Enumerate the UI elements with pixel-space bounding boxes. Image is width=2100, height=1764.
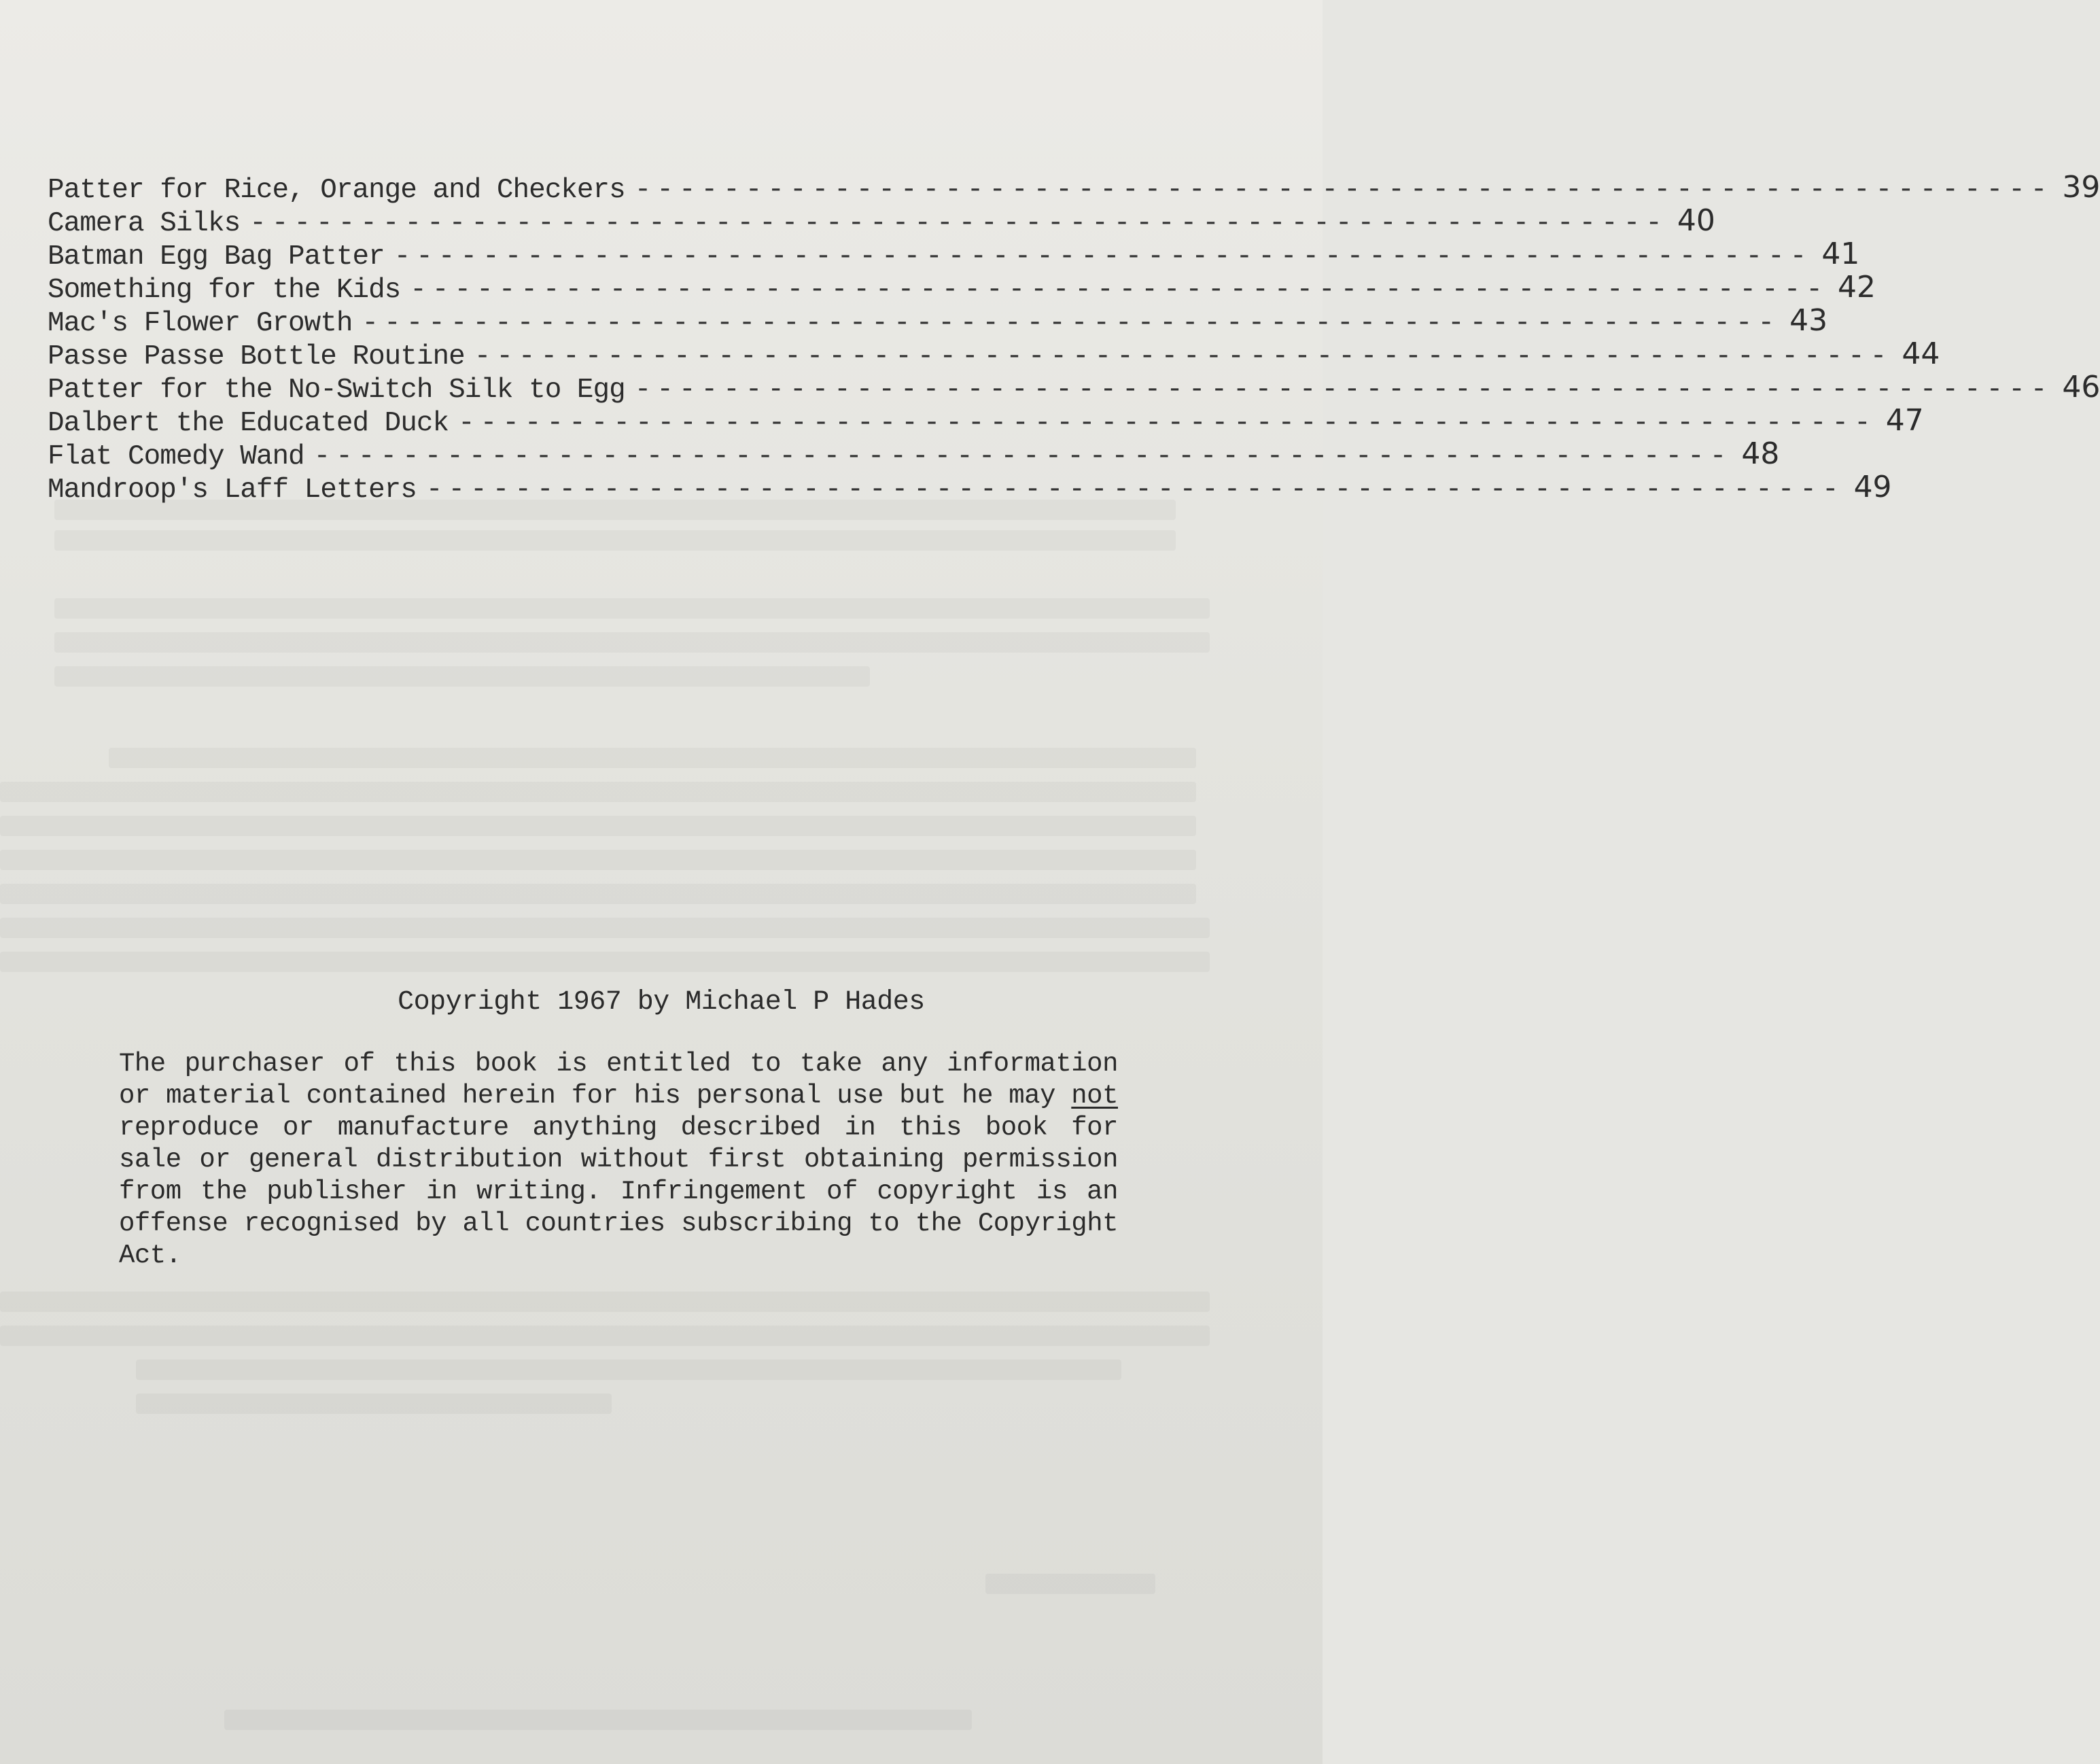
toc-entry-title: Dalbert the Educated Duck xyxy=(48,408,449,439)
toc-entry xyxy=(48,237,1860,273)
toc-leader-dashes: ---------------------------------------------------------------- xyxy=(634,375,2053,406)
toc-leader-dashes: ---------------------------------------------------------------- xyxy=(425,474,1844,506)
toc-entry-page: 49 xyxy=(1853,470,1892,504)
toc-leader-dashes: ---------------------------------------------------------------- xyxy=(474,341,1893,373)
toc-entry xyxy=(48,336,1940,373)
toc-entry-title: Batman Egg Bag Patter xyxy=(48,241,385,273)
toc-entry xyxy=(48,436,1780,472)
toc-entry xyxy=(48,403,1924,439)
toc-entry-page: 41 xyxy=(1821,237,1860,271)
toc-entry xyxy=(48,203,1715,239)
toc-entry-title: Patter for the No-Switch Silk to Egg xyxy=(48,375,625,406)
notice-text-start: The purchaser of this book is entitled to take any information or material contained herein for his personal use but he may xyxy=(119,1049,1118,1111)
toc-entry-title: Passe Passe Bottle Routine xyxy=(48,341,465,373)
toc-entry-page: 44 xyxy=(1902,336,1940,371)
toc-leader-dashes: ---------------------------------------------------------------- xyxy=(393,241,1813,273)
toc-entry-title: Something for the Kids xyxy=(48,275,401,306)
toc-entry xyxy=(48,470,1892,506)
toc-entry xyxy=(48,170,2100,206)
toc-entry xyxy=(48,303,1828,339)
toc-entry-page: 40 xyxy=(1677,203,1715,238)
toc-entry-page: 42 xyxy=(1837,270,1876,305)
toc-leader-dashes: ---------------------------------------------------------------- xyxy=(313,441,1732,472)
copyright-notice xyxy=(119,1048,1118,1272)
toc-leader-dashes: ---------------------------------------------------------------- xyxy=(634,175,2053,206)
toc-entry-title: Patter for Rice, Orange and Checkers xyxy=(48,175,625,206)
toc-entry-title: Camera Silks xyxy=(48,208,241,239)
toc-leader-dashes: ---------------------------------------------------------------- xyxy=(362,308,1781,339)
notice-underlined-word: not xyxy=(1071,1081,1118,1111)
toc-entry-page: 43 xyxy=(1789,303,1828,338)
toc-entry-title: Flat Comedy Wand xyxy=(48,441,304,472)
notice-text-end: reproduce or manufacture anything described in this book for sale or general distribution without first obtaining permission from the publisher in writing. Infringement of copyright is an offense recognised by all countries subscribing to the Copyright Act. xyxy=(119,1113,1118,1270)
toc-entry-title: Mac's Flower Growth xyxy=(48,308,353,339)
toc-entry-title: Mandroop's Laff Letters xyxy=(48,474,417,506)
table-of-contents xyxy=(48,170,2100,506)
toc-entry-page: 39 xyxy=(2062,170,2100,205)
toc-entry xyxy=(48,370,2100,406)
toc-entry-page: 46 xyxy=(2062,370,2100,404)
toc-entry-page: 47 xyxy=(1885,403,1924,438)
toc-leader-dashes: ---------------------------------------------------------------- xyxy=(458,408,1876,439)
toc-leader-dashes: ---------------------------------------------------------------- xyxy=(410,275,1828,306)
toc-entry xyxy=(48,270,1876,306)
toc-leader-dashes: ---------------------------------------------------------------- xyxy=(249,208,1668,239)
copyright-line: Copyright 1967 by Michael P Hades xyxy=(398,987,925,1018)
toc-entry-page: 48 xyxy=(1741,436,1780,471)
